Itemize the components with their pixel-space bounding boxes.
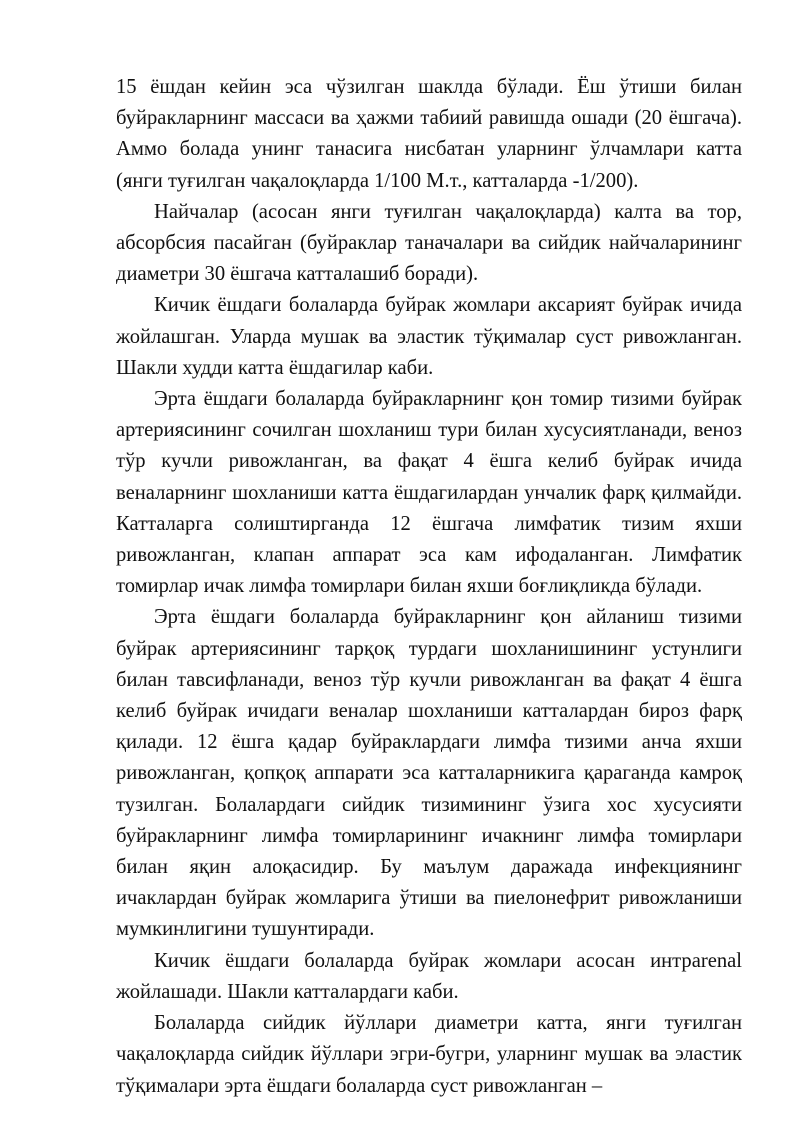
paragraph-5: Эрта ёшдаги болаларда буйракларнинг қон айланиш тизими буйрак артериясининг тарқоқ турдаги шохланишининг устунлиги билан тавсифланади, веноз тўр кучли ривожланган ва фақат 4 ёшга келиб буйрак ичидаги веналар шохланиши катталардан бироз фарқ қилади. 12 ёшга қадар буйраклардаги лимфа тизими анча яхши ривожланган, қопқоқ аппарати эса катталарникига қараганда камроқ тузилган. Болалардаги сийдик тизимининг ўзига хос хусусияти буйракларнинг лимфа томирларининг ичакнинг лимфа томирлари билан яқин алоқасидир. Бу маълум даражада инфекциянинг ичаклардан буйрак жомларига ўтиши ва пиелонефрит ривожланиши мумкинлигини тушунтиради. <box>116 606 742 941</box>
paragraph-2: Найчалар (асосан янги туғилган чақалоқларда) калта ва тор, абсорбсия пасайган (буйраклар таначалари ва сийдик найчаларининг диаметри 30 ёшгача катталашиб боради). <box>116 200 742 286</box>
paragraph-6: Кичик ёшдаги болаларда буйрак жомлари асосан интрarenal жойлашади. Шакли катталардаги каби. <box>116 949 742 1003</box>
paragraph-1: 15 ёшдан кейин эса чўзилган шаклда бўлади. Ёш ўтиши билан буйракларнинг массаси ва ҳажми табиий равишда ошади (20 ёшгача). Аммо болада унинг танасига нисбатан уларнинг ўлчамлари катта (янги туғилган чақалоқларда 1/100 М.т., катталарда -1/200). <box>116 76 742 192</box>
paragraph-4: Эрта ёшдаги болаларда буйракларнинг қон томир тизими буйрак артериясининг сочилган шохланиш тури билан хусусиятланади, веноз тўр кучли ривожланган, ва фақат 4 ёшга келиб буйрак ичида веналарнинг шохланиши катта ёшдагилардан унчалик фарқ қилмайди. Катталарга солиштирганда 12 ёшгача лимфатик тизим яхши ривожланган, клапан аппарат эса кам ифодаланган. Лимфатик томирлар ичак лимфа томирлари билан яхши боғлиқликда бўлади. <box>116 388 742 598</box>
paragraph-3: Кичик ёшдаги болаларда буйрак жомлари аксарият буйрак ичида жойлашган. Уларда мушак ва эластик тўқималар суст ривожланган. Шакли худди катта ёшдагилар каби. <box>116 294 742 379</box>
paragraph-7: Болаларда сийдик йўллари диаметри катта, янги туғилган чақалоқларда сийдик йўллари эгри-бугри, уларнинг мушак ва эластик тўқималари эрта ёшдаги болаларда суст ривожланган – <box>116 1012 742 1097</box>
document-page <box>116 72 742 1102</box>
